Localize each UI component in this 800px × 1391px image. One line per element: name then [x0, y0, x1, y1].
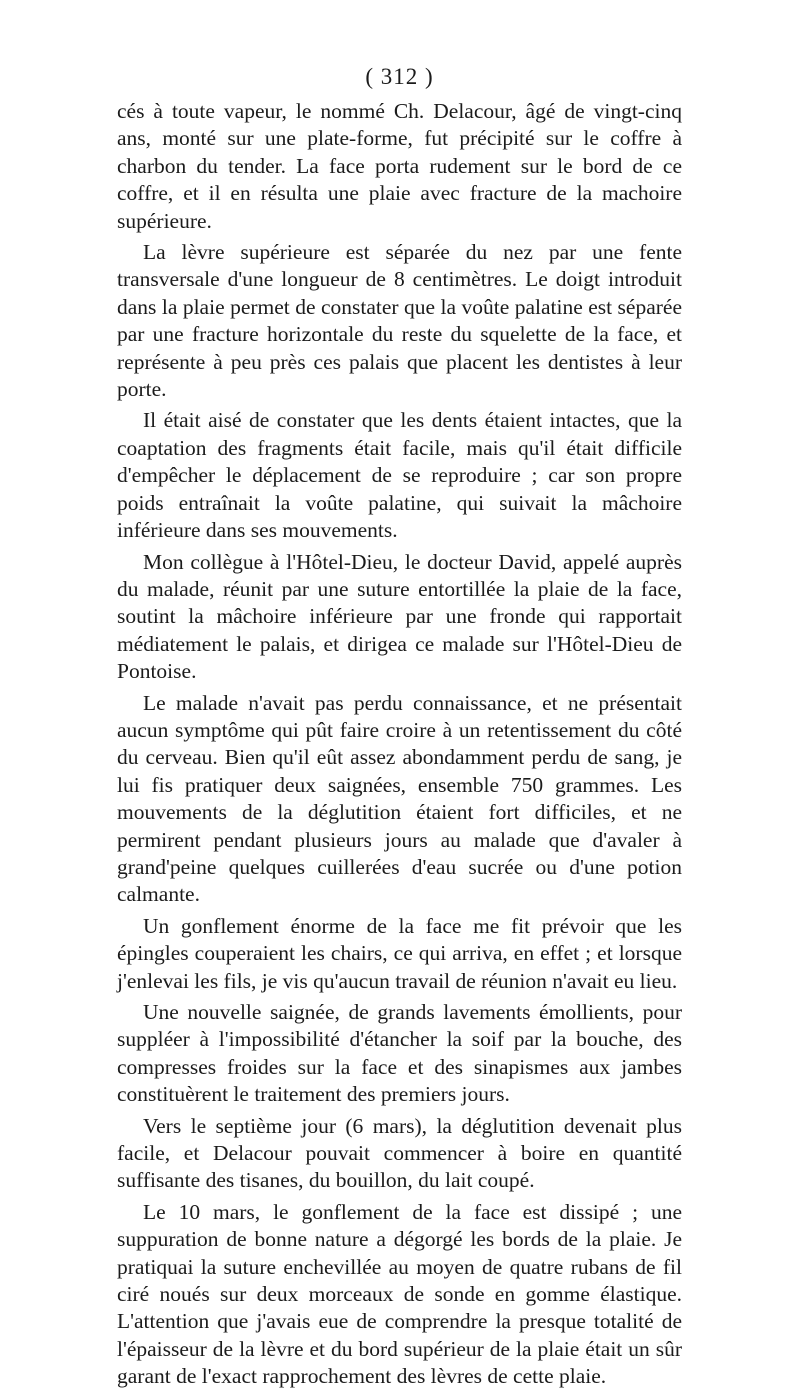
paragraph: Le 10 mars, le gonflement de la face est dissipé ; une suppuration de bonne nature a dégorgé les bords de la plaie. Je pratiquai la suture enchevillée au moyen de quatre rubans de fil ciré noués sur deux morceaux de sonde en gomme élastique. L'attention que j'avais eue de comprendre la presque totalité de l'épaisseur de la lèvre et du bord supérieur de la plaie était un sûr garant de l'exact rapprochement des lèvres de cette plaie. — [117, 1199, 682, 1389]
page-body — [117, 98, 682, 1391]
paragraph: Un gonflement énorme de la face me fit prévoir que les épingles couperaient les chairs, ce qui arriva, en effet ; et lorsque j'enlevai les fils, je vis qu'aucun travail de réunion n'avait eu lieu. — [117, 913, 682, 993]
paragraph: Mon collègue à l'Hôtel-Dieu, le docteur David, appelé auprès du malade, réunit par une suture entortillée la plaie de la face, soutint la mâchoire inférieure par une fronde qui rapportait médiatement le palais, et dirigea ce malade sur l'Hôtel-Dieu de Pontoise. — [117, 549, 682, 684]
paragraph: Vers le septième jour (6 mars), la déglutition devenait plus facile, et Delacour pouvait commencer à boire en quantité suffisante des tisanes, du bouillon, du lait coupé. — [117, 1113, 682, 1193]
paragraph: Une nouvelle saignée, de grands lavements émollients, pour suppléer à l'impossibilité d'étancher la soif par la bouche, des compresses froides sur la face et des sinapismes aux jambes constituèrent le traitement des premiers jours. — [117, 1000, 682, 1107]
paragraph: Le malade n'avait pas perdu connaissance, et ne présentait aucun symptôme qui pût faire croire à un retentissement du côté du cerveau. Bien qu'il eût assez abondamment perdu de sang, je lui fis pratiquer deux saignées, ensemble 750 grammes. Les mouvements de la déglutition étaient fort difficiles, et ne permirent pendant plusieurs jours au malade que d'avaler à grand'peine quelques cuillerées d'eau sucrée ou d'une potion calmante. — [117, 690, 682, 907]
page-number: ( 312 ) — [365, 64, 434, 89]
paragraph: Il était aisé de constater que les dents étaient intactes, que la coaptation des fragments était facile, mais qu'il était difficile d'empêcher le déplacement de se reproduire ; car son propre poids entraînait la voûte palatine, qui suivait la mâchoire inférieure dans ses mouvements. — [117, 408, 682, 543]
paragraph: cés à toute vapeur, le nommé Ch. Delacour, âgé de vingt-cinq ans, monté sur une plate-forme, fut précipité sur le coffre à charbon du tender. La face porta rudement sur le bord de ce coffre, et il en résulta une plaie avec fracture de la machoire supérieure. — [117, 99, 682, 233]
paragraph: La lèvre supérieure est séparée du nez par une fente transversale d'une longueur de 8 centimètres. Le doigt introduit dans la plaie permet de constater que la voûte palatine est séparée par une fracture horizontale du reste du squelette de la face, et représente à peu près ces palais que placent les dentistes à leur porte. — [117, 240, 682, 402]
